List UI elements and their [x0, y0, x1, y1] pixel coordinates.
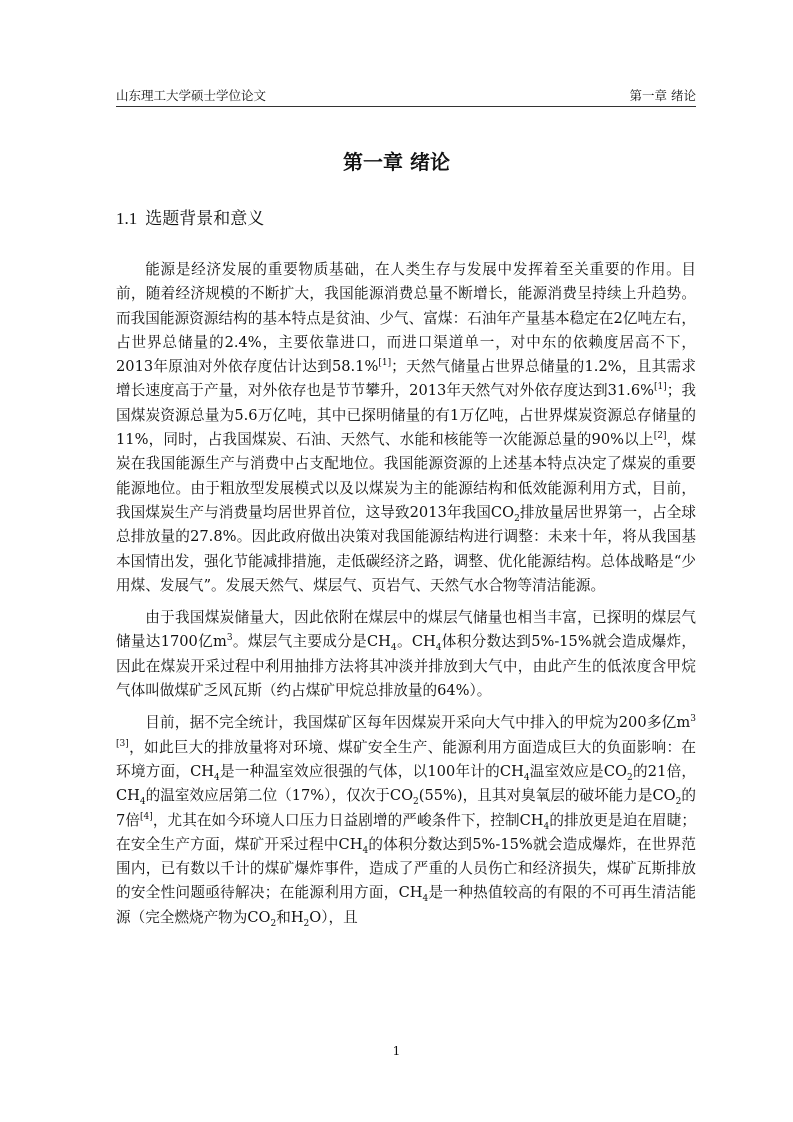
- text-run: 的21倍，CH: [116, 762, 696, 805]
- text-run: ；我国煤炭资源总量为5.6万亿吨，其中已探明储量的有1万亿吨，占世界煤炭资源总存储量的11%，同时，占我国煤炭、石油、天然气、水能和核能等一次能源总量的90%以上: [116, 382, 696, 449]
- page-number: 1: [392, 1044, 401, 1058]
- running-header: [116, 86, 696, 106]
- section-title-text: 选题背景和意义: [145, 209, 265, 229]
- subscript: 4: [139, 797, 146, 808]
- text-run: O），且: [309, 908, 358, 926]
- paragraph: [116, 711, 696, 930]
- subscript: 4: [435, 643, 442, 654]
- text-run: ，煤炭在我国能源生产与消费中占支配地位。我国能源资源的上述基本特点决定了煤炭的重要能源地位。由于粗放型发展模式以及以煤炭为主的能源结构和低效能源利用方式，目前，我国煤炭生产与消费量均居世界首位，这导致2013年我国CO: [116, 431, 696, 521]
- text-run: 的7倍: [116, 787, 696, 829]
- subscript: 4: [390, 643, 397, 654]
- superscript: [1]: [378, 358, 392, 369]
- superscript: 3: [226, 633, 233, 644]
- subscript: 4: [523, 772, 530, 783]
- text-run: 的温室效应居第二位（17%），仅次于CO: [145, 787, 414, 805]
- paragraph: [116, 258, 696, 598]
- subscript: 2: [303, 918, 310, 929]
- text-run: ；天然气储量占世界总储量的1.2%，且其需求增长速度高于产量，对外依存也是节节攀升，2013年天然气对外依存度达到31.6%: [116, 358, 696, 400]
- text-run: 由于我国煤炭储量大，因此依附在煤层中的煤层气储量也相当丰富，已探明的煤层气储量达1700亿m: [116, 609, 696, 651]
- subscript: 4: [362, 845, 369, 856]
- subscript: 4: [543, 821, 550, 832]
- subscript: 2: [413, 797, 419, 808]
- text-run: 的排放更是迫在眉睫；在安全生产方面，煤矿开采过程中CH: [116, 811, 696, 853]
- subscript: 2: [675, 797, 682, 808]
- header-chapter-name: 第一章 绪论: [629, 88, 696, 103]
- subscript: 4: [422, 894, 429, 905]
- superscript: 3 [3]: [116, 714, 696, 749]
- text-run: 。煤层气主要成分是CH: [232, 633, 391, 651]
- section-number: 1.1: [116, 209, 138, 228]
- paragraph: [116, 606, 696, 703]
- chapter-title: 第一章 绪论: [343, 150, 450, 174]
- text-run: 能源是经济发展的重要物质基础，在人类生存与发展中发挥着至关重要的作用。目前，随着经济规模的不断扩大，我国能源消费总量不断增长，能源消费呈持续上升趋势。而我国能源资源结构的基本特点是贫油、少气、富煤：石油年产量基本稳定在2亿吨左右，占世界总储量的2.4%，主要依靠进口，而进口渠道单一，对中东的依赖度居高不下，2013年原油对外依存度估计达到58.1%: [116, 261, 696, 376]
- superscript: [2]: [653, 431, 667, 442]
- subscript: 2: [270, 918, 277, 929]
- section-heading: [116, 204, 264, 229]
- text-run: 。CH: [396, 633, 436, 651]
- text-run: (55%)，且其对臭氧层的破坏能力是CO: [418, 787, 676, 805]
- text-run: 是一种温室效应很强的气体，以100年计的CH: [219, 762, 524, 780]
- text-run: 体积分数达到5%-15%就会造成爆炸，因此在煤炭开采过程中利用抽排方法将其冲淡并排放到大气中，由此产生的低浓度含甲烷气体叫做煤矿乏风瓦斯（约占煤矿甲烷总排放量的64%）。: [116, 633, 697, 700]
- text-run: ，尤其在如今环境人口压力日益剧增的严峻条件下，控制CH: [152, 811, 544, 829]
- superscript: [1]: [653, 382, 667, 393]
- text-run: 温室效应是CO: [529, 762, 628, 780]
- header-rule: [116, 106, 696, 107]
- text-run: 是一种热值较高的有限的不可再生清洁能源（完全燃烧产物为CO: [116, 884, 696, 926]
- text-run: ，如此巨大的排放量将对环境、煤矿安全生产、能源利用方面造成巨大的负面影响：在环境方面，CH: [116, 738, 696, 780]
- subscript: 2: [514, 513, 520, 524]
- text-run: 的体积分数达到5%-15%就会造成爆炸，在世界范围内，已有数以千计的煤矿爆炸事件，造成了严重的人员伤亡和经济损失，煤矿瓦斯排放的安全性问题亟待解决；在能源利用方面，CH: [116, 835, 696, 902]
- text-run: 目前，据不完全统计，我国煤矿区每年因煤炭开采向大气中排入的甲烷为200多亿m: [145, 714, 691, 732]
- text-run: 排放量居世界第一，占全球总排放量的27.8%。因此政府做出决策对我国能源结构进行调整：未来十年，将从我国基本国情出发，强化节能减排措施，走低碳经济之路，调整、优化能源结构。总体战略是“少用煤、发展气”。发展天然气、煤层气、页岩气、天然气水合物等清洁能源。: [116, 503, 696, 594]
- subscript: 2: [627, 772, 633, 783]
- superscript: [4]: [140, 811, 153, 822]
- body-text: [116, 258, 696, 938]
- subscript: 4: [213, 772, 220, 783]
- header-thesis-title: 山东理工大学硕士学位论文: [116, 88, 267, 103]
- text-run: 和H: [276, 908, 304, 926]
